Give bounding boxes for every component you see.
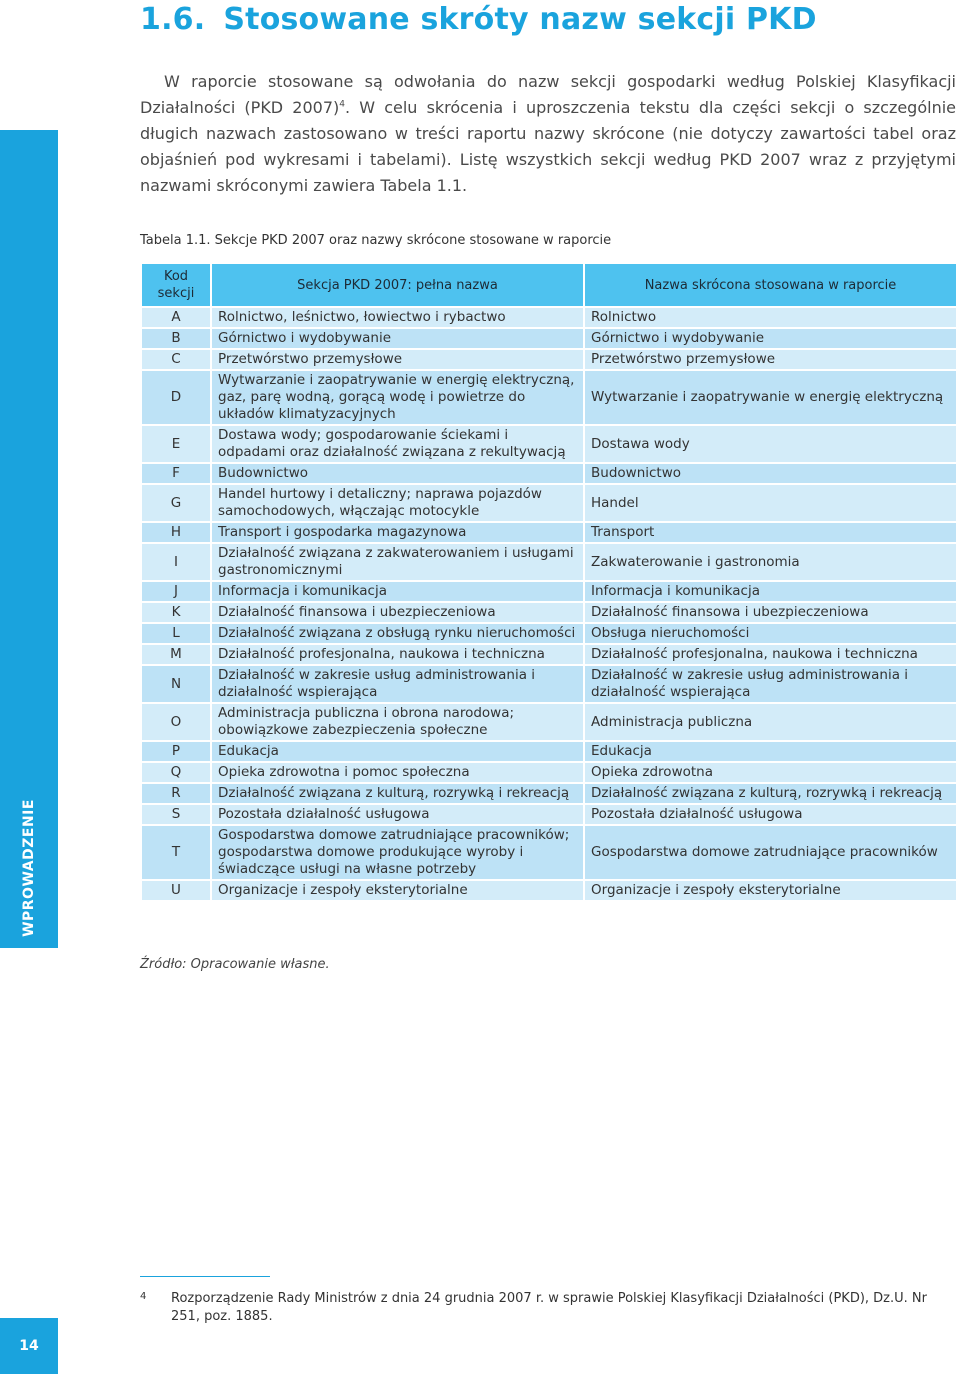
header-full-name: Sekcja PKD 2007: pełna nazwa	[211, 263, 584, 307]
cell-code: P	[141, 741, 211, 762]
table-row	[141, 581, 957, 602]
cell-code: F	[141, 463, 211, 484]
footnote-text: Rozporządzenie Rady Ministrów z dnia 24 grudnia 2007 r. w sprawie Polskiej Klasyfikacji Działalności (PKD), Dz.U. Nr 251, poz. 1885.	[171, 1291, 927, 1324]
cell-full-name: Edukacja	[211, 741, 584, 762]
footnote-ref[interactable]: 4	[339, 99, 345, 110]
table-row	[141, 425, 957, 463]
footnote-number: 4	[140, 1291, 147, 1302]
table-row	[141, 522, 957, 543]
cell-short-name: Informacja i komunikacja	[584, 581, 957, 602]
table-body	[141, 307, 957, 901]
table-row	[141, 484, 957, 522]
section-side-label-text: WPROWADZENIE	[21, 799, 38, 937]
intro-paragraph	[140, 69, 956, 199]
cell-full-name: Działalność w zakresie usług administrowania i działalność wspierająca	[211, 665, 584, 703]
cell-code: S	[141, 804, 211, 825]
cell-code: G	[141, 484, 211, 522]
cell-code: K	[141, 602, 211, 623]
cell-short-name: Gospodarstwa domowe zatrudniające pracowników	[584, 825, 957, 880]
cell-code: Q	[141, 762, 211, 783]
table-row	[141, 602, 957, 623]
footnote-divider	[140, 1276, 270, 1277]
pkd-sections-table	[140, 262, 958, 902]
table-row	[141, 644, 957, 665]
cell-full-name: Administracja publiczna i obrona narodowa; obowiązkowe zabezpieczenia społeczne	[211, 703, 584, 741]
cell-full-name: Działalność związana z obsługą rynku nieruchomości	[211, 623, 584, 644]
table-row	[141, 804, 957, 825]
cell-short-name: Edukacja	[584, 741, 957, 762]
table-row	[141, 370, 957, 425]
cell-short-name: Transport	[584, 522, 957, 543]
cell-short-name: Obsługa nieruchomości	[584, 623, 957, 644]
table-row	[141, 328, 957, 349]
cell-short-name: Rolnictwo	[584, 307, 957, 328]
cell-short-name: Górnictwo i wydobywanie	[584, 328, 957, 349]
cell-code: E	[141, 425, 211, 463]
table-row	[141, 703, 957, 741]
cell-code: H	[141, 522, 211, 543]
table-row	[141, 623, 957, 644]
cell-full-name: Przetwórstwo przemysłowe	[211, 349, 584, 370]
cell-short-name: Dostawa wody	[584, 425, 957, 463]
table-row	[141, 463, 957, 484]
cell-full-name: Transport i gospodarka magazynowa	[211, 522, 584, 543]
cell-code: D	[141, 370, 211, 425]
cell-short-name: Organizacje i zespoły eksterytorialne	[584, 880, 957, 901]
header-short-name: Nazwa skrócona stosowana w raporcie	[584, 263, 957, 307]
section-heading	[140, 2, 817, 37]
cell-full-name: Pozostała działalność usługowa	[211, 804, 584, 825]
table-row	[141, 783, 957, 804]
intro-text-part1: W raporcie stosowane są odwołania do nazw sekcji gospodarki według Polskiej Klasyfikacji Działalności (PKD 2007)	[140, 72, 956, 117]
cell-full-name: Działalność związana z kulturą, rozrywką i rekreacją	[211, 783, 584, 804]
cell-short-name: Opieka zdrowotna	[584, 762, 957, 783]
table-row	[141, 880, 957, 901]
cell-code: R	[141, 783, 211, 804]
cell-code: M	[141, 644, 211, 665]
header-code: Kod sekcji	[141, 263, 211, 307]
page-number	[0, 1318, 58, 1374]
table-row	[141, 762, 957, 783]
section-title: Stosowane skróty nazw sekcji PKD	[223, 2, 817, 37]
cell-short-name: Wytwarzanie i zaopatrywanie w energię elektryczną	[584, 370, 957, 425]
cell-short-name: Działalność finansowa i ubezpieczeniowa	[584, 602, 957, 623]
cell-code: J	[141, 581, 211, 602]
cell-full-name: Organizacje i zespoły eksterytorialne	[211, 880, 584, 901]
cell-code: T	[141, 825, 211, 880]
cell-full-name: Gospodarstwa domowe zatrudniające pracowników; gospodarstwa domowe produkujące wyroby i świadczące usługi na własne potrzeby	[211, 825, 584, 880]
cell-full-name: Informacja i komunikacja	[211, 581, 584, 602]
footnote	[140, 1290, 956, 1326]
cell-full-name: Handel hurtowy i detaliczny; naprawa pojazdów samochodowych, włączając motocykle	[211, 484, 584, 522]
cell-short-name: Przetwórstwo przemysłowe	[584, 349, 957, 370]
intro-text-part2: . W celu skrócenia i uproszczenia tekstu dla części sekcji o szczególnie długich nazwach zastosowano w treści raportu nazwy skrócone (nie dotyczy zawartości tabel oraz objaśnień pod wykresami i tabelami). Listę wszystkich sekcji według PKD 2007 wraz z przyjętymi nazwami skróconymi zawiera Tabela 1.1.	[140, 98, 957, 195]
table-row	[141, 665, 957, 703]
cell-full-name: Działalność profesjonalna, naukowa i techniczna	[211, 644, 584, 665]
section-side-label	[0, 788, 58, 948]
cell-short-name: Administracja publiczna	[584, 703, 957, 741]
table-row	[141, 741, 957, 762]
cell-full-name: Górnictwo i wydobywanie	[211, 328, 584, 349]
page-number-text: 14	[19, 1338, 39, 1354]
cell-code: I	[141, 543, 211, 581]
table-row	[141, 307, 957, 328]
cell-full-name: Wytwarzanie i zaopatrywanie w energię elektryczną, gaz, parę wodną, gorącą wodę i powietrze do układów klimatyzacyjnych	[211, 370, 584, 425]
cell-code: N	[141, 665, 211, 703]
table-row	[141, 825, 957, 880]
cell-code: B	[141, 328, 211, 349]
table-source: Źródło: Opracowanie własne.	[140, 957, 330, 972]
side-accent-bar	[0, 130, 58, 948]
cell-full-name: Dostawa wody; gospodarowanie ściekami i odpadami oraz działalność związana z rekultywacją	[211, 425, 584, 463]
cell-short-name: Działalność profesjonalna, naukowa i techniczna	[584, 644, 957, 665]
cell-short-name: Działalność związana z kulturą, rozrywką i rekreacją	[584, 783, 957, 804]
cell-code: C	[141, 349, 211, 370]
cell-short-name: Działalność w zakresie usług administrowania i działalność wspierająca	[584, 665, 957, 703]
cell-full-name: Rolnictwo, leśnictwo, łowiectwo i rybactwo	[211, 307, 584, 328]
table-caption: Tabela 1.1. Sekcje PKD 2007 oraz nazwy skrócone stosowane w raporcie	[140, 233, 612, 248]
cell-code: O	[141, 703, 211, 741]
cell-code: L	[141, 623, 211, 644]
cell-code: A	[141, 307, 211, 328]
cell-short-name: Zakwaterowanie i gastronomia	[584, 543, 957, 581]
cell-full-name: Działalność związana z zakwaterowaniem i usługami gastronomicznymi	[211, 543, 584, 581]
cell-full-name: Działalność finansowa i ubezpieczeniowa	[211, 602, 584, 623]
cell-short-name: Pozostała działalność usługowa	[584, 804, 957, 825]
cell-short-name: Budownictwo	[584, 463, 957, 484]
cell-short-name: Handel	[584, 484, 957, 522]
section-number: 1.6.	[140, 2, 206, 37]
cell-full-name: Budownictwo	[211, 463, 584, 484]
cell-full-name: Opieka zdrowotna i pomoc społeczna	[211, 762, 584, 783]
table-row	[141, 543, 957, 581]
table-row	[141, 349, 957, 370]
cell-code: U	[141, 880, 211, 901]
table-header-row	[141, 263, 957, 307]
